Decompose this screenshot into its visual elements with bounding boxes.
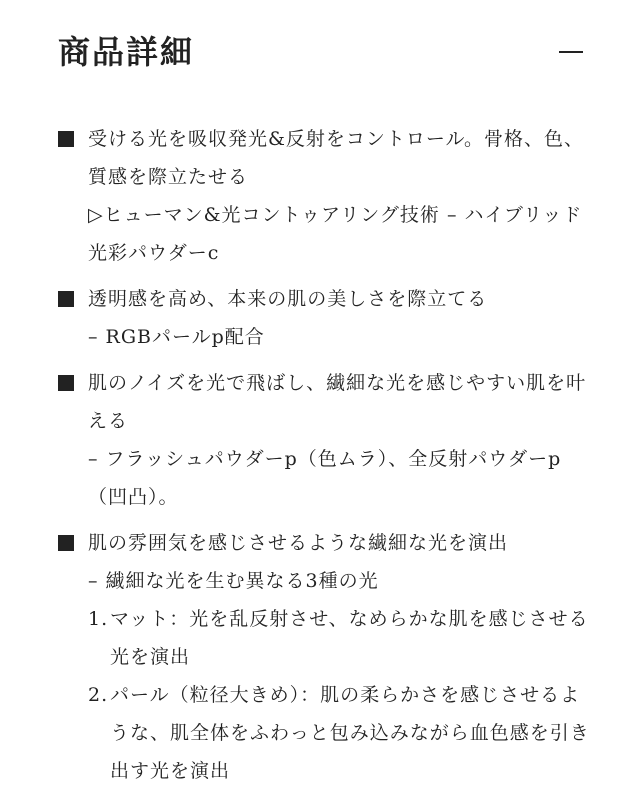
black-square-icon <box>58 375 74 391</box>
detail-item <box>58 280 598 356</box>
detail-item <box>58 364 598 516</box>
section-header[interactable] <box>0 0 640 100</box>
minus-icon[interactable] <box>555 36 587 68</box>
detail-text: 透明感を高め、本来の肌の美しさを際立てる <box>88 288 488 310</box>
list-text: マット：光を乱反射させ、なめらかな肌を感じさせる光を演出 <box>110 608 589 668</box>
list-number: 1. <box>88 608 109 630</box>
minus-bar <box>559 51 583 53</box>
numbered-list-item <box>88 676 598 790</box>
black-square-icon <box>58 535 74 551</box>
detail-sub: ▷ヒューマン&光コントゥアリング技術 – ハイブリッド光彩パウダーc <box>88 204 583 264</box>
detail-sub: – 繊細な光を生む異なる3種の光 <box>88 570 379 592</box>
black-square-icon <box>58 291 74 307</box>
detail-sub: – RGBパールp配合 <box>88 326 265 348</box>
detail-text: 肌のノイズを光で飛ばし、繊細な光を感じやすい肌を叶える <box>88 372 587 432</box>
list-text: パール（粒径大きめ）：肌の柔らかさを感じさせるような、肌全体をふわっと包み込みながら血色感を引き出す光を演出 <box>110 684 590 782</box>
detail-item <box>58 120 598 272</box>
product-details-content <box>58 120 598 798</box>
detail-item <box>58 524 598 790</box>
detail-sub: – フラッシュパウダーp（色ムラ）、全反射パウダーp（凹凸）。 <box>88 448 562 508</box>
detail-text: 受ける光を吸収発光&反射をコントロール。骨格、色、質感を際立たせる <box>88 128 585 188</box>
section-title: 商品詳細 <box>58 33 195 71</box>
list-number: 2. <box>88 684 109 706</box>
detail-text: 肌の雰囲気を感じさせるような繊細な光を演出 <box>88 532 509 554</box>
numbered-list-item <box>88 600 598 676</box>
black-square-icon <box>58 131 74 147</box>
